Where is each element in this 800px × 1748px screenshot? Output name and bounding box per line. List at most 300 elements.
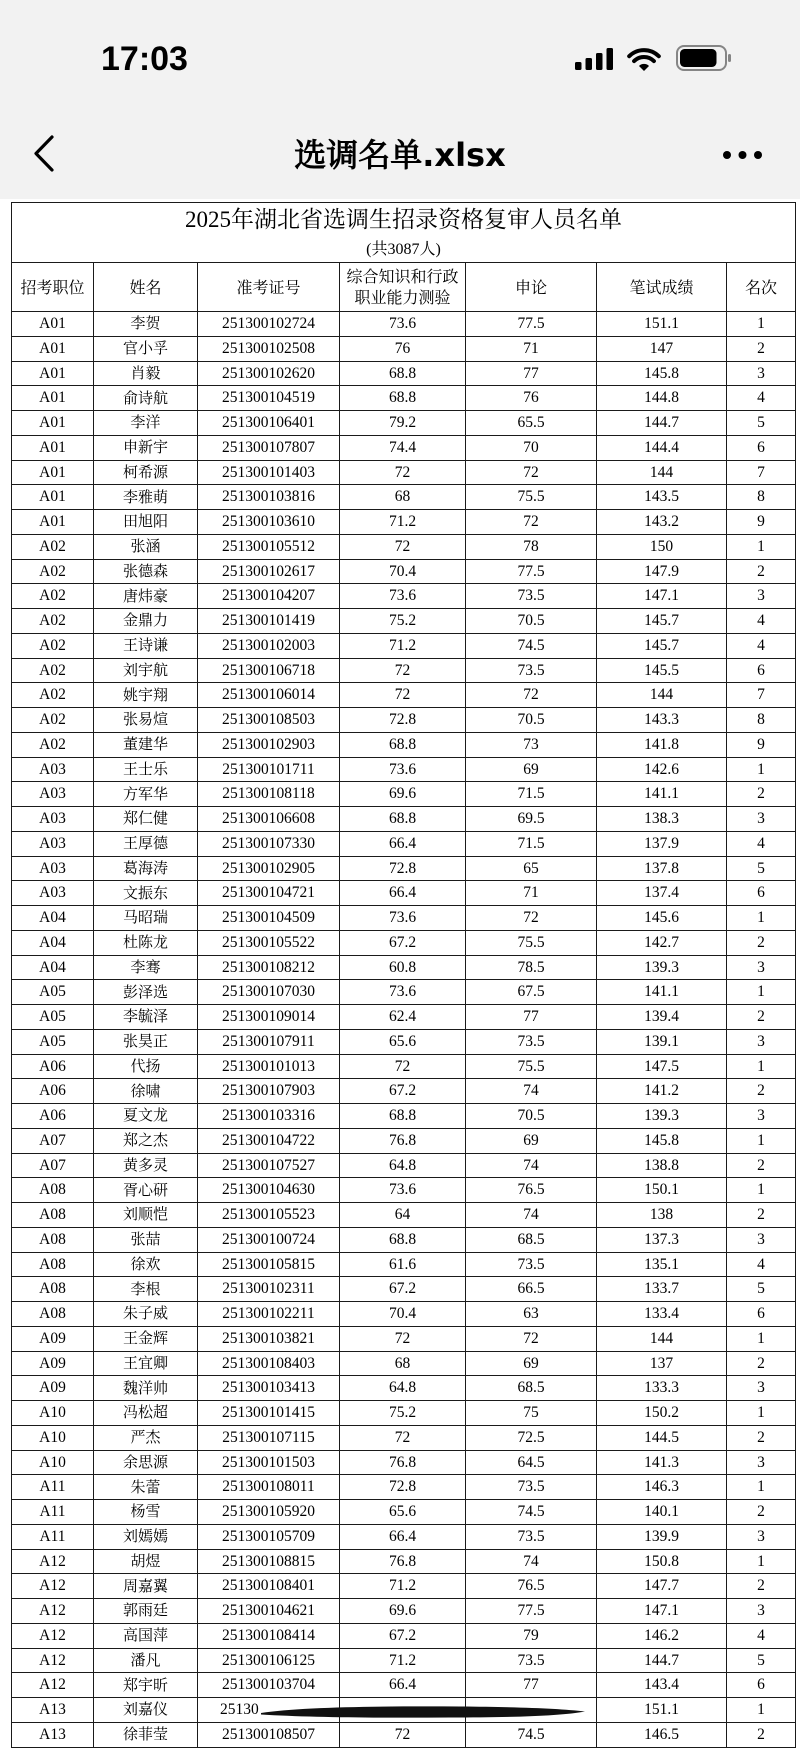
table-row <box>12 436 796 461</box>
cell-position: A02 <box>12 584 94 609</box>
cell-essay-score: 78.5 <box>466 956 597 981</box>
cell-written-total: 141.3 <box>597 1451 727 1476</box>
cell-name: 朱蕾 <box>94 1475 198 1500</box>
cell-written-total: 135.1 <box>597 1253 727 1278</box>
cell-general-aptitude-score: 68 <box>340 485 466 510</box>
ellipsis-icon[interactable] <box>718 140 766 170</box>
table-row <box>12 386 796 411</box>
cell-essay-score: 77.5 <box>466 312 597 337</box>
cell-essay-score: 70.5 <box>466 708 597 733</box>
cell-general-aptitude-score: 76.8 <box>340 1129 466 1154</box>
cell-rank: 2 <box>727 560 796 585</box>
table-row <box>12 1376 796 1401</box>
cell-general-aptitude-score: 68.8 <box>340 1228 466 1253</box>
spreadsheet-viewer[interactable] <box>0 199 800 1744</box>
cell-exam-id: 251300108011 <box>198 1475 340 1500</box>
cell-name: 李雅萌 <box>94 485 198 510</box>
table-row <box>12 807 796 832</box>
cell-general-aptitude-score: 64.8 <box>340 1376 466 1401</box>
cell-essay-score: 75.5 <box>466 931 597 956</box>
cell-general-aptitude-score: 71.2 <box>340 1649 466 1674</box>
cell-exam-id: 251300105522 <box>198 931 340 956</box>
cell-exam-id: 25130 <box>198 1698 340 1723</box>
cell-position: A01 <box>12 485 94 510</box>
cell-name: 马昭瑞 <box>94 906 198 931</box>
cell-position: A08 <box>12 1253 94 1278</box>
cell-rank: 2 <box>727 931 796 956</box>
table-row <box>12 1203 796 1228</box>
cell-rank: 3 <box>727 1599 796 1624</box>
cell-written-total: 143.5 <box>597 485 727 510</box>
cell-name: 李贺 <box>94 312 198 337</box>
cell-written-total: 144 <box>597 461 727 486</box>
cell-rank: 2 <box>727 1154 796 1179</box>
cell-exam-id: 251300109014 <box>198 1005 340 1030</box>
chevron-left-icon[interactable] <box>30 130 60 176</box>
cell-name: 姚宇翔 <box>94 683 198 708</box>
table-row <box>12 832 796 857</box>
cell-exam-id: 251300107115 <box>198 1426 340 1451</box>
table-row <box>12 708 796 733</box>
cell-general-aptitude-score: 70.4 <box>340 560 466 585</box>
cell-exam-id: 251300107807 <box>198 436 340 461</box>
cell-essay-score: 75.5 <box>466 485 597 510</box>
cell-position: A01 <box>12 337 94 362</box>
cell-essay-score: 77 <box>466 362 597 387</box>
cell-essay-score: 72.5 <box>466 1426 597 1451</box>
cell-position: A13 <box>12 1723 94 1748</box>
cell-rank: 1 <box>727 980 796 1005</box>
cell-essay-score: 73.5 <box>466 659 597 684</box>
table-row <box>12 1500 796 1525</box>
cell-name: 金鼎力 <box>94 609 198 634</box>
cell-name: 张德森 <box>94 560 198 585</box>
table-row <box>12 1178 796 1203</box>
table-row <box>12 1079 796 1104</box>
cell-essay-score: 68.5 <box>466 1376 597 1401</box>
cell-general-aptitude-score: 72 <box>340 683 466 708</box>
cell-rank: 3 <box>727 1525 796 1550</box>
cell-rank: 3 <box>727 362 796 387</box>
cell-written-total: 143.4 <box>597 1673 727 1698</box>
cell-name: 王厚德 <box>94 832 198 857</box>
cell-position: A08 <box>12 1302 94 1327</box>
cell-essay-score: 74.5 <box>466 1500 597 1525</box>
cell-general-aptitude-score: 67.2 <box>340 1624 466 1649</box>
cell-exam-id: 251300108401 <box>198 1574 340 1599</box>
cell-name: 李根 <box>94 1277 198 1302</box>
cell-written-total: 145.6 <box>597 906 727 931</box>
cell-rank: 1 <box>727 1401 796 1426</box>
cell-general-aptitude-score: 73.6 <box>340 758 466 783</box>
cell-exam-id: 251300107330 <box>198 832 340 857</box>
cell-rank: 7 <box>727 461 796 486</box>
cell-essay-score: 67.5 <box>466 980 597 1005</box>
cell-written-total: 147 <box>597 337 727 362</box>
cell-general-aptitude-score: 76.8 <box>340 1550 466 1575</box>
cell-general-aptitude-score: 72 <box>340 1426 466 1451</box>
cell-written-total: 141.2 <box>597 1079 727 1104</box>
cell-essay-score: 71 <box>466 337 597 362</box>
cell-general-aptitude-score: 66.4 <box>340 1673 466 1698</box>
cell-name: 刘宇航 <box>94 659 198 684</box>
cell-general-aptitude-score: 72.8 <box>340 1475 466 1500</box>
cell-rank: 1 <box>727 535 796 560</box>
cell-position: A13 <box>12 1698 94 1723</box>
more-dot <box>739 151 747 159</box>
cell-general-aptitude-score: 61.6 <box>340 1253 466 1278</box>
wifi-arc <box>634 57 654 61</box>
cell-exam-id: 251300103821 <box>198 1327 340 1352</box>
cell-essay-score: 77.5 <box>466 1599 597 1624</box>
table-row <box>12 931 796 956</box>
cell-position: A02 <box>12 609 94 634</box>
cell-position: A02 <box>12 708 94 733</box>
cell-position: A04 <box>12 931 94 956</box>
cell-position: A12 <box>12 1550 94 1575</box>
cell-essay-score: 73.5 <box>466 1253 597 1278</box>
cell-essay-score: 72 <box>466 461 597 486</box>
cell-general-aptitude-score: 65.6 <box>340 1500 466 1525</box>
table-row <box>12 1723 796 1748</box>
cell-exam-id: 251300100724 <box>198 1228 340 1253</box>
sheet-title-block <box>12 203 796 263</box>
cell-general-aptitude-score: 67.2 <box>340 1079 466 1104</box>
cell-position: A01 <box>12 411 94 436</box>
cell-written-total: 144.7 <box>597 1649 727 1674</box>
cellular-signal-icon <box>575 46 614 72</box>
cell-position: A01 <box>12 510 94 535</box>
cell-essay-score: 74 <box>466 1154 597 1179</box>
cell-general-aptitude-score: 64 <box>340 1203 466 1228</box>
cell-rank: 8 <box>727 708 796 733</box>
cell-essay-score: 71.5 <box>466 832 597 857</box>
cell-rank: 2 <box>727 1723 796 1748</box>
cell-essay-score: 71.5 <box>466 782 597 807</box>
cell-position: A10 <box>12 1401 94 1426</box>
cell-written-total: 150.8 <box>597 1550 727 1575</box>
cell-name: 郑宇昕 <box>94 1673 198 1698</box>
header-cell-position: 招考职位 <box>12 263 94 312</box>
table-row <box>12 510 796 535</box>
sheet-title: 2025年湖北省选调生招录资格复审人员名单 <box>185 207 622 232</box>
table-row <box>12 1129 796 1154</box>
cell-general-aptitude-score: 76.8 <box>340 1451 466 1476</box>
cell-position: A12 <box>12 1624 94 1649</box>
back-chevron-stroke <box>36 137 52 170</box>
cell-position: A11 <box>12 1475 94 1500</box>
cell-written-total: 144 <box>597 1327 727 1352</box>
cell-essay-score: 72 <box>466 510 597 535</box>
cell-essay-score: 77.5 <box>466 560 597 585</box>
cell-exam-id: 251300104621 <box>198 1599 340 1624</box>
cell-general-aptitude-score: 65.6 <box>340 1030 466 1055</box>
header-cell-general-aptitude: 综合知识和行政 职业能力测验 <box>340 263 466 312</box>
cell-name: 张易煊 <box>94 708 198 733</box>
table-row <box>12 1525 796 1550</box>
cell-general-aptitude-score: 73.6 <box>340 312 466 337</box>
cell-position: A12 <box>12 1599 94 1624</box>
cell-exam-id: 251300102311 <box>198 1277 340 1302</box>
cell-exam-id: 251300104207 <box>198 584 340 609</box>
cell-rank: 1 <box>727 758 796 783</box>
cell-essay-score: 72 <box>466 683 597 708</box>
cell-general-aptitude-score: 72 <box>340 659 466 684</box>
cell-rank: 6 <box>727 1302 796 1327</box>
cell-name: 徐菲莹 <box>94 1723 198 1748</box>
cell-position: A08 <box>12 1228 94 1253</box>
cell-name: 王士乐 <box>94 758 198 783</box>
table-row <box>12 1055 796 1080</box>
cell-position: A03 <box>12 857 94 882</box>
cell-written-total: 137.9 <box>597 832 727 857</box>
table-row <box>12 1253 796 1278</box>
cell-position: A09 <box>12 1327 94 1352</box>
cell-rank: 3 <box>727 584 796 609</box>
cell-rank: 4 <box>727 634 796 659</box>
cell-position: A06 <box>12 1104 94 1129</box>
cell-general-aptitude-score: 68.8 <box>340 1104 466 1129</box>
cell-general-aptitude-score: 68.8 <box>340 807 466 832</box>
cell-position: A02 <box>12 733 94 758</box>
cell-written-total: 144.4 <box>597 436 727 461</box>
cell-written-total: 142.7 <box>597 931 727 956</box>
cell-name: 方军华 <box>94 782 198 807</box>
cell-name: 周嘉翼 <box>94 1574 198 1599</box>
cell-exam-id: 251300104519 <box>198 386 340 411</box>
cell-exam-id: 251300105920 <box>198 1500 340 1525</box>
cell-position: A03 <box>12 807 94 832</box>
cell-written-total: 147.1 <box>597 584 727 609</box>
cell-essay-score: 69.5 <box>466 807 597 832</box>
table-row <box>12 683 796 708</box>
cell-position: A12 <box>12 1574 94 1599</box>
redaction-mark <box>260 1704 586 1720</box>
cell-essay-score: 70 <box>466 436 597 461</box>
table-row <box>12 1649 796 1674</box>
cell-exam-id: 251300102508 <box>198 337 340 362</box>
signal-bar <box>607 48 614 70</box>
cell-written-total: 145.5 <box>597 659 727 684</box>
cell-written-total: 133.3 <box>597 1376 727 1401</box>
cell-name: 冯松超 <box>94 1401 198 1426</box>
table-row <box>12 312 796 337</box>
cell-essay-score: 76 <box>466 386 597 411</box>
cell-essay-score: 74 <box>466 1079 597 1104</box>
cell-name: 王宜卿 <box>94 1352 198 1377</box>
cell-position: A03 <box>12 782 94 807</box>
cell-general-aptitude-score: 69.6 <box>340 782 466 807</box>
cell-general-aptitude-score: 66.4 <box>340 832 466 857</box>
cell-name: 张喆 <box>94 1228 198 1253</box>
cell-name: 董建华 <box>94 733 198 758</box>
cell-name: 代扬 <box>94 1055 198 1080</box>
cell-rank: 5 <box>727 857 796 882</box>
cell-rank: 3 <box>727 956 796 981</box>
cell-exam-id: 251300107911 <box>198 1030 340 1055</box>
cell-exam-id: 251300101403 <box>198 461 340 486</box>
cell-written-total: 142.6 <box>597 758 727 783</box>
cell-essay-score: 76.5 <box>466 1178 597 1203</box>
cell-essay-score: 68.5 <box>466 1228 597 1253</box>
cell-essay-score: 64.5 <box>466 1451 597 1476</box>
cell-position: A02 <box>12 634 94 659</box>
cell-name: 余思源 <box>94 1451 198 1476</box>
more-dot <box>754 151 762 159</box>
cell-name: 徐啸 <box>94 1079 198 1104</box>
cell-written-total: 138.3 <box>597 807 727 832</box>
cell-name: 刘嫣嫣 <box>94 1525 198 1550</box>
cell-general-aptitude-score: 67.2 <box>340 931 466 956</box>
cell-name: 彭泽选 <box>94 980 198 1005</box>
cell-position: A11 <box>12 1500 94 1525</box>
cell-rank: 5 <box>727 1649 796 1674</box>
cell-position: A01 <box>12 436 94 461</box>
table-header-row <box>12 263 796 312</box>
cell-essay-score: 74.5 <box>466 1723 597 1748</box>
cell-rank: 4 <box>727 1253 796 1278</box>
cell-rank: 4 <box>727 386 796 411</box>
cell-rank: 4 <box>727 609 796 634</box>
cell-general-aptitude-score: 64.8 <box>340 1154 466 1179</box>
cell-general-aptitude-score: 73.6 <box>340 1178 466 1203</box>
cell-general-aptitude-score: 75.2 <box>340 1401 466 1426</box>
cell-written-total: 146.3 <box>597 1475 727 1500</box>
signal-bar <box>596 53 603 70</box>
table-row <box>12 881 796 906</box>
cell-position: A02 <box>12 535 94 560</box>
cell-exam-id: 251300108503 <box>198 708 340 733</box>
cell-written-total: 141.1 <box>597 980 727 1005</box>
cell-exam-id: 251300106401 <box>198 411 340 436</box>
table-row <box>12 659 796 684</box>
table-row <box>12 634 796 659</box>
cell-general-aptitude-score: 68 <box>340 1352 466 1377</box>
cell-written-total: 133.4 <box>597 1302 727 1327</box>
cell-exam-id: 251300106125 <box>198 1649 340 1674</box>
table-row <box>12 362 796 387</box>
cell-written-total: 140.1 <box>597 1500 727 1525</box>
cell-general-aptitude-score: 71.2 <box>340 1574 466 1599</box>
cell-exam-id: 251300103316 <box>198 1104 340 1129</box>
cell-general-aptitude-score: 71.2 <box>340 634 466 659</box>
cell-exam-id: 251300105523 <box>198 1203 340 1228</box>
table-row <box>12 1327 796 1352</box>
cell-position: A07 <box>12 1154 94 1179</box>
signal-bar <box>586 58 593 70</box>
cell-rank: 1 <box>727 1327 796 1352</box>
cell-rank: 5 <box>727 411 796 436</box>
cell-rank: 1 <box>727 312 796 337</box>
table-row <box>12 535 796 560</box>
cell-rank: 3 <box>727 1030 796 1055</box>
cell-essay-score: 73.5 <box>466 1475 597 1500</box>
cell-essay-score: 73.5 <box>466 584 597 609</box>
cell-exam-id: 251300105512 <box>198 535 340 560</box>
table-row <box>12 1104 796 1129</box>
table-row <box>12 857 796 882</box>
cell-rank: 9 <box>727 510 796 535</box>
cell-written-total: 133.7 <box>597 1277 727 1302</box>
cell-name: 朱子威 <box>94 1302 198 1327</box>
cell-position: A06 <box>12 1055 94 1080</box>
cell-position: A08 <box>12 1277 94 1302</box>
table-row <box>12 1475 796 1500</box>
redaction-stroke <box>261 1706 585 1717</box>
cell-exam-id: 251300108815 <box>198 1550 340 1575</box>
header-cell-exam-id: 准考证号 <box>198 263 340 312</box>
cell-essay-score: 63 <box>466 1302 597 1327</box>
cell-exam-id: 251300108403 <box>198 1352 340 1377</box>
cell-name: 葛海涛 <box>94 857 198 882</box>
cell-essay-score: 76.5 <box>466 1574 597 1599</box>
cell-essay-score: 73 <box>466 733 597 758</box>
cell-general-aptitude-score: 69.6 <box>340 1599 466 1624</box>
cell-name: 杜陈龙 <box>94 931 198 956</box>
cell-rank: 5 <box>727 1277 796 1302</box>
cell-rank: 3 <box>727 1376 796 1401</box>
table-row <box>12 1277 796 1302</box>
cell-rank: 6 <box>727 659 796 684</box>
cell-written-total: 147.9 <box>597 560 727 585</box>
cell-general-aptitude-score: 72 <box>340 1327 466 1352</box>
cell-essay-score: 77 <box>466 1005 597 1030</box>
cell-name: 申新宇 <box>94 436 198 461</box>
cell-rank: 2 <box>727 1574 796 1599</box>
cell-name: 严杰 <box>94 1426 198 1451</box>
cell-written-total: 145.7 <box>597 609 727 634</box>
cell-essay-score: 79 <box>466 1624 597 1649</box>
cell-position: A08 <box>12 1203 94 1228</box>
cell-general-aptitude-score: 79.2 <box>340 411 466 436</box>
cell-position: A10 <box>12 1426 94 1451</box>
cell-general-aptitude-score: 66.4 <box>340 881 466 906</box>
cell-written-total: 144 <box>597 683 727 708</box>
cell-written-total: 138 <box>597 1203 727 1228</box>
cell-rank: 4 <box>727 832 796 857</box>
spreadsheet-table <box>11 202 796 1748</box>
cell-essay-score: 74 <box>466 1203 597 1228</box>
sheet-count: (共3087人) <box>366 241 441 258</box>
cell-position: A04 <box>12 906 94 931</box>
cell-name: 王诗谦 <box>94 634 198 659</box>
cell-written-total: 141.8 <box>597 733 727 758</box>
cell-rank: 9 <box>727 733 796 758</box>
cell-exam-id: 251300102905 <box>198 857 340 882</box>
cell-rank: 8 <box>727 485 796 510</box>
header-cell-essay: 申论 <box>466 263 597 312</box>
more-dot <box>723 151 731 159</box>
cell-essay-score: 65.5 <box>466 411 597 436</box>
cell-name: 魏洋帅 <box>94 1376 198 1401</box>
table-row <box>12 1030 796 1055</box>
cell-exam-id: 251300108118 <box>198 782 340 807</box>
cell-position: A03 <box>12 832 94 857</box>
signal-bar <box>575 62 582 70</box>
cell-rank: 3 <box>727 807 796 832</box>
table-row <box>12 1352 796 1377</box>
cell-rank: 1 <box>727 1178 796 1203</box>
cell-exam-id: 251300101711 <box>198 758 340 783</box>
cell-general-aptitude-score: 72 <box>340 1055 466 1080</box>
cell-position: A12 <box>12 1673 94 1698</box>
table-row <box>12 584 796 609</box>
table-row <box>12 1302 796 1327</box>
cell-written-total: 137.4 <box>597 881 727 906</box>
table-row <box>12 1426 796 1451</box>
cell-exam-id: 251300102617 <box>198 560 340 585</box>
cell-name: 文振东 <box>94 881 198 906</box>
